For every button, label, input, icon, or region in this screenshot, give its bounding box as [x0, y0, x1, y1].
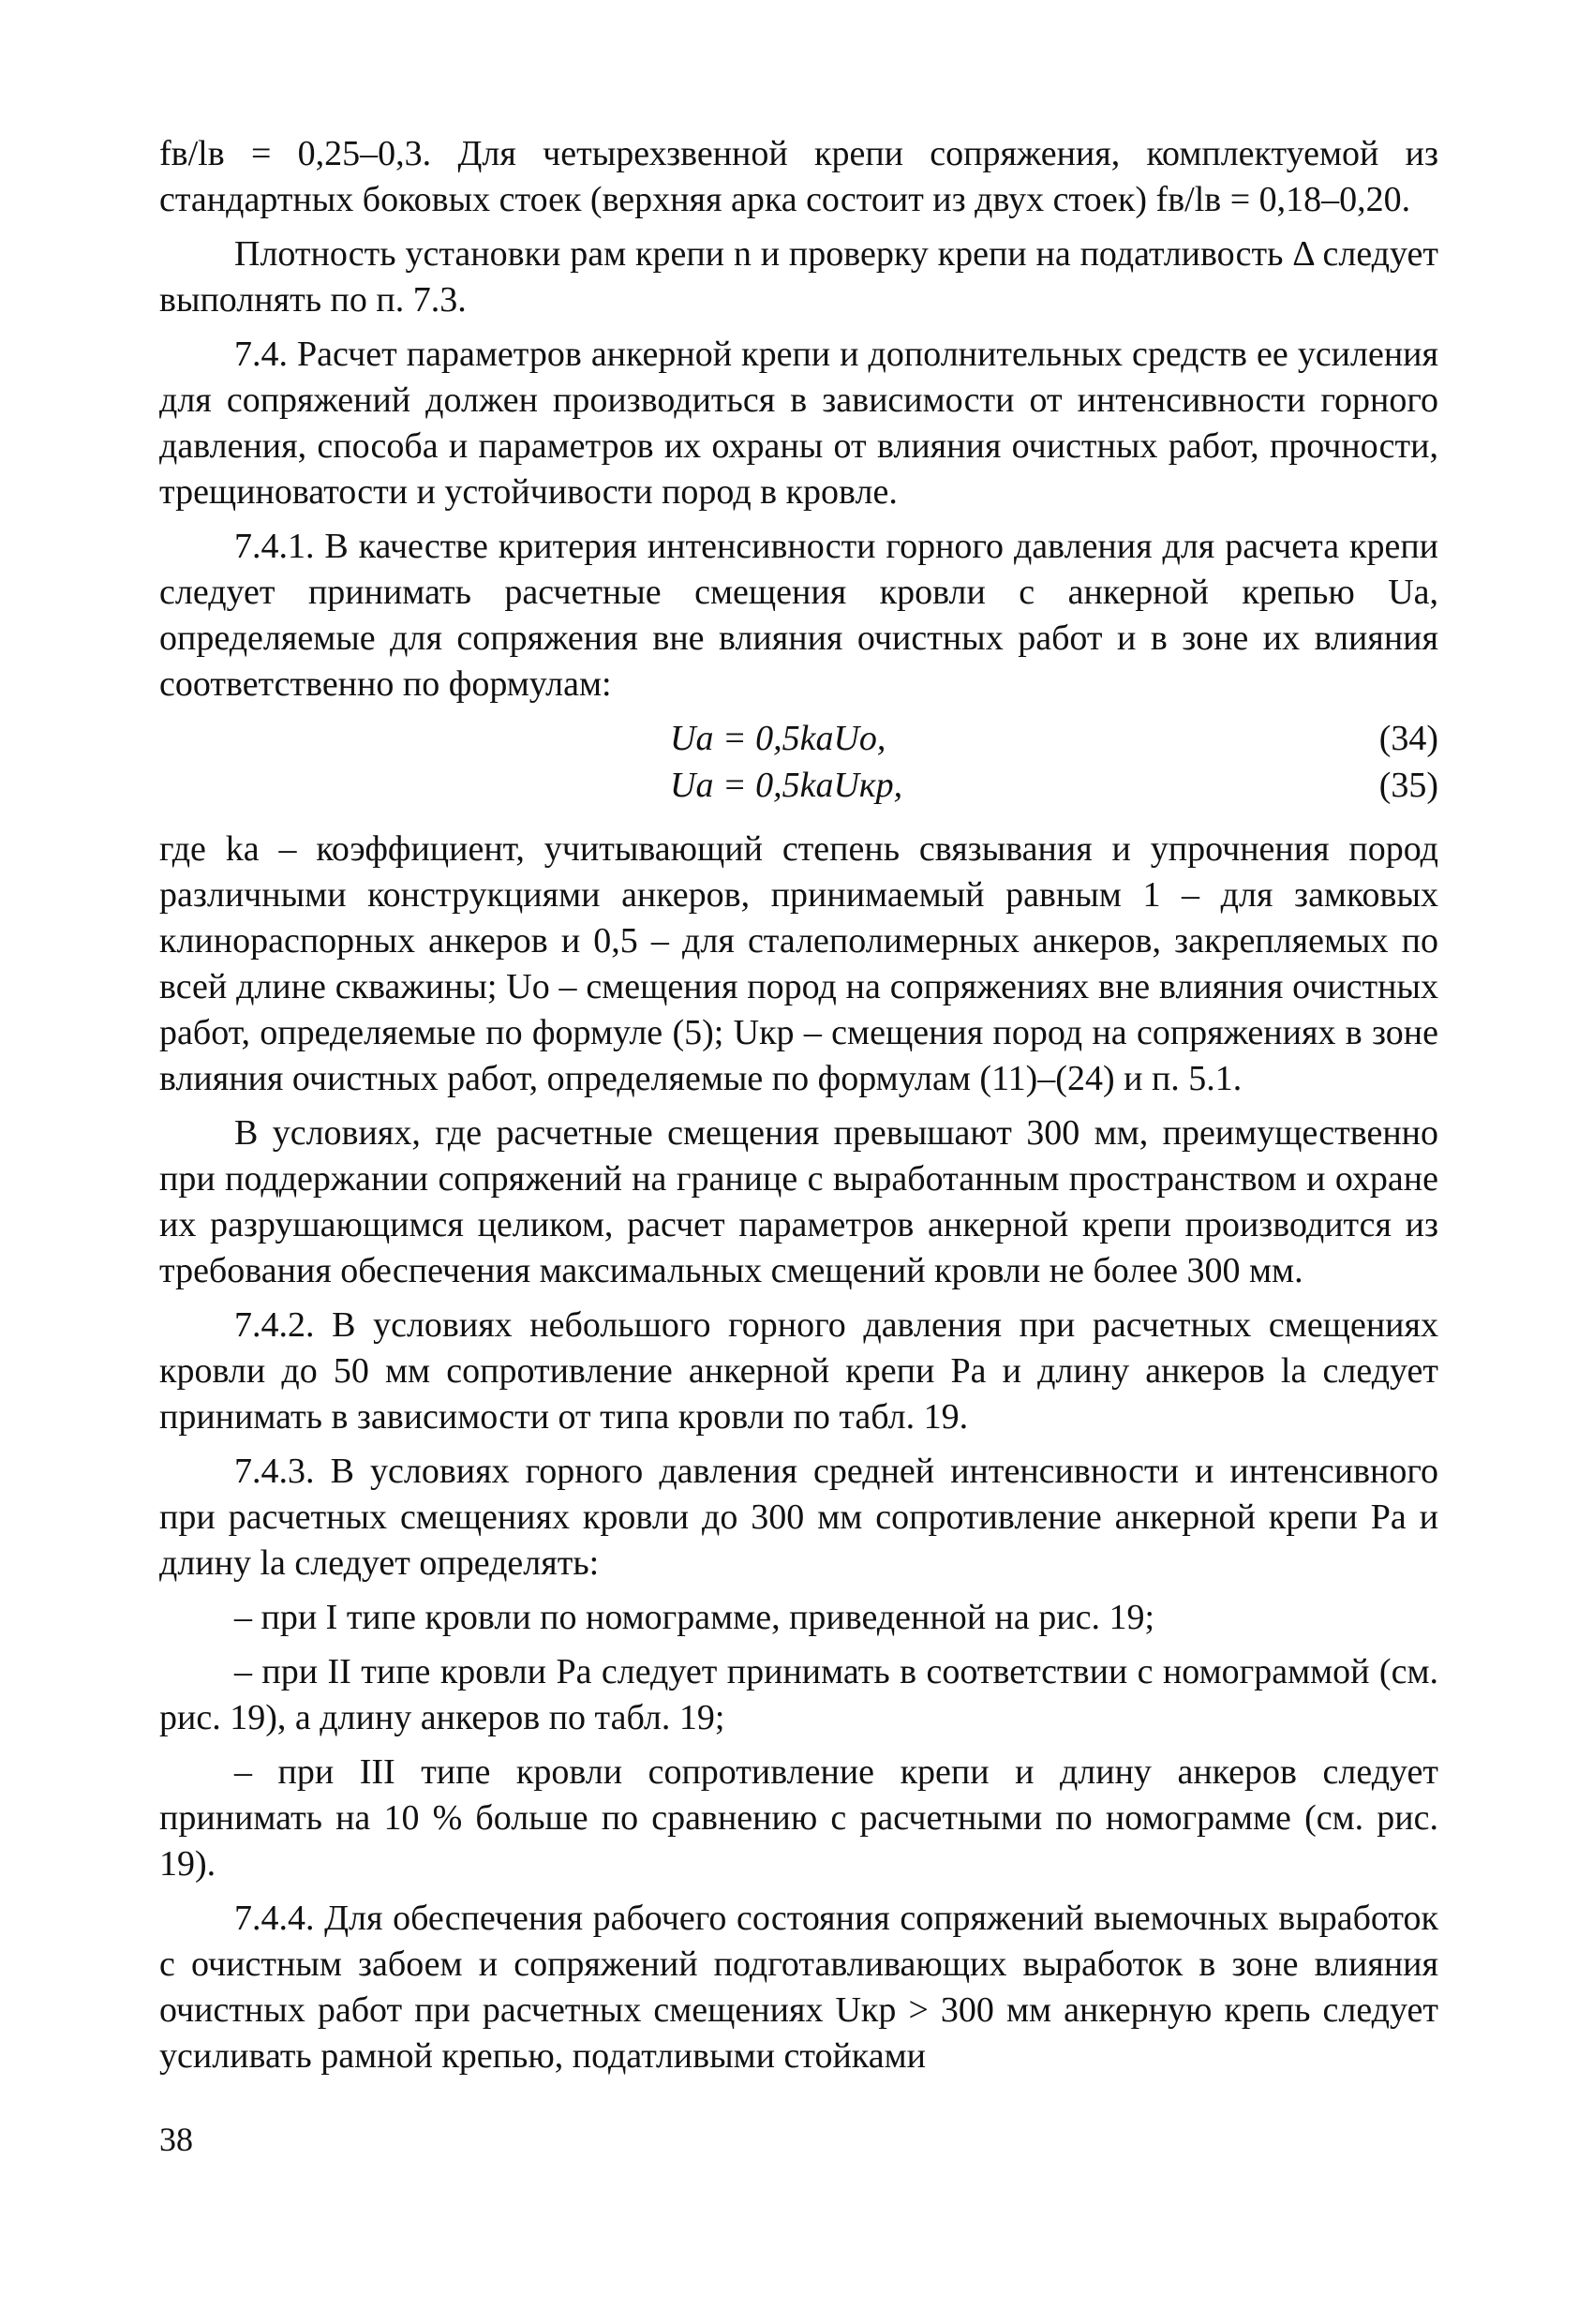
- paragraph-7-4-3: 7.4.3. В условиях горного давления средней интенсивности и интенсивного при расчетных смещениях кровли до 300 мм сопротивление анкерной крепи Pа и длину lа следует определять:: [159, 1452, 1438, 1583]
- paragraph-7-4: 7.4. Расчет параметров анкерной крепи и дополнительных средств ее усиления для сопряжений должен производиться в зависимости от интенсивности горного давления, способа и параметров их охраны от влияния очистных работ, прочности, трещиноватости и устойчивости пород в кровле.: [159, 335, 1438, 512]
- list-item-type-1: – при I типе кровли по номограмме, приведенной на рис. 19;: [234, 1598, 1155, 1637]
- paragraph-7-4-4: 7.4.4. Для обеспечения рабочего состояния сопряжений выемочных выработок с очистным забоем и сопряжений подготавливающих выработок в зоне влияния очистных работ при расчетных смещениях Uкр > 300 мм анкерную крепь следует усиливать рамной крепью, податливыми стойками: [159, 1899, 1438, 2076]
- formula-expression: Uа = 0,5kаUкр,: [670, 766, 903, 805]
- formula-block: [159, 716, 1438, 810]
- page-number: 38: [159, 2121, 193, 2158]
- formula-number: (34): [1378, 719, 1438, 758]
- paragraph-continuation: fв/lв = 0,25–0,3. Для четырехзвенной крепи сопряжения, комплектуемой из стандартных боковых стоек (верхняя арка состоит из двух стоек) fв/lв = 0,18–0,20.: [159, 134, 1438, 219]
- paragraph-7-4-2: 7.4.2. В условиях небольшого горного давления при расчетных смещениях кровли до 50 мм сопротивление анкерной крепи Pа и длину анкеров lа следует принимать в зависимости от типа кровли по табл. 19.: [159, 1305, 1438, 1437]
- formula-expression: Uа = 0,5kаUо,: [670, 719, 886, 758]
- paragraph-300mm-conditions: В условиях, где расчетные смещения превышают 300 мм, преимущественно при поддержании сопряжений на границе с выработанным пространством и охране их разрушающимся целиком, расчет параметров анкерной крепи производится из требования обеспечения максимальных смещений кровли не более 300 мм.: [159, 1113, 1438, 1290]
- list-item-type-3: – при III типе кровли сопротивление крепи и длину анкеров следует принимать на 10 % больше по сравнению с расчетными по номограмме (см. рис. 19).: [159, 1752, 1438, 1884]
- formula-number: (35): [1378, 766, 1438, 805]
- formula-35: [159, 763, 1438, 810]
- list-item-type-2: – при II типе кровли Pа следует принимать в соответствии с номограммой (см. рис. 19), а длину анкеров по табл. 19;: [159, 1652, 1438, 1737]
- paragraph-7-4-1: 7.4.1. В качестве критерия интенсивности горного давления для расчета крепи следует принимать расчетные смещения кровли с анкерной крепью Uа, определяемые для сопряжения вне влияния очистных работ и в зоне их влияния соответственно по формулам:: [159, 527, 1438, 704]
- formula-34: [159, 716, 1438, 763]
- paragraph-definitions: где kа – коэффициент, учитывающий степень связывания и упрочнения пород различными конструкциями анкеров, принимаемый равным 1 – для замковых клинораспорных анкеров и 0,5 – для сталеполимерных анкеров, закрепляемых по всей длине скважины; Uо – смещения пород на сопряжениях вне влияния очистных работ, определяемые по формуле (5); Uкр – смещения пород на сопряжениях в зоне влияния очистных работ, определяемые по формулам (11)–(24) и п. 5.1.: [159, 829, 1438, 1098]
- paragraph-density: Плотность установки рам крепи n и проверку крепи на податливость Δ следует выполнять по п. 7.3.: [159, 234, 1438, 320]
- document-body: [159, 131, 1438, 2088]
